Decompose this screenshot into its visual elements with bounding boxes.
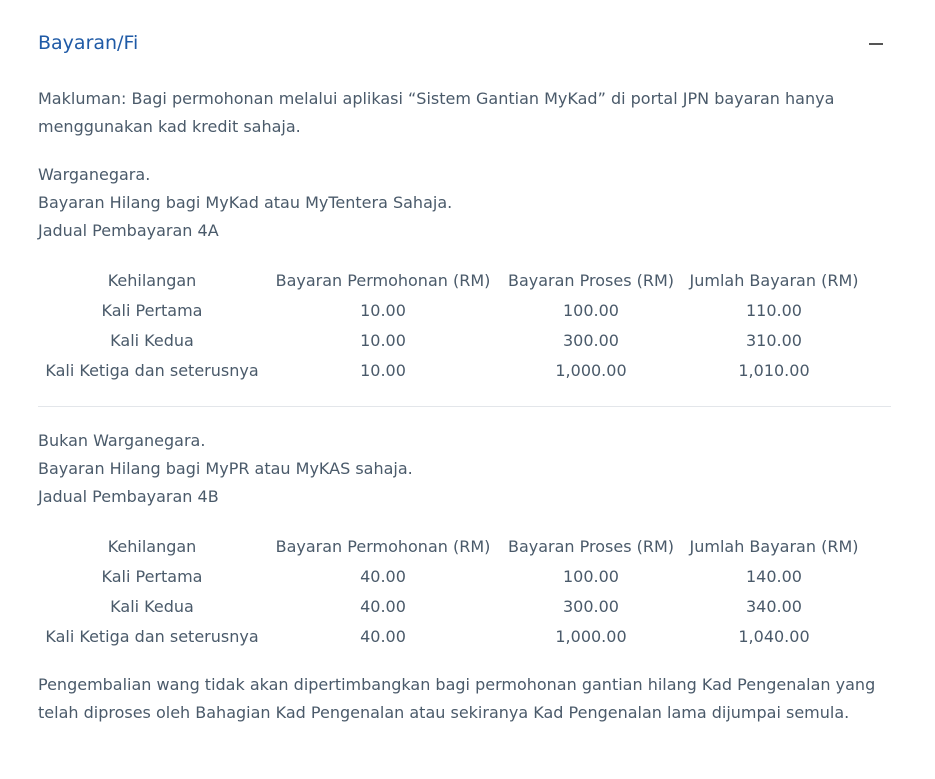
table-cell: Kali Pertama [101, 566, 203, 586]
column-header: Jumlah Bayaran (RM) [689, 536, 859, 556]
table-header-row [38, 265, 866, 295]
table-cell: Kali Ketiga dan seterusnya [45, 626, 259, 646]
table-cell: 40.00 [360, 626, 406, 646]
table-cell: 40.00 [360, 596, 406, 616]
table-cell: 310.00 [746, 330, 802, 350]
noncitizen-schedule-label: Jadual Pembayaran 4B [38, 487, 219, 506]
table-row [38, 295, 866, 325]
column-header: Bayaran Permohonan (RM) [275, 536, 491, 556]
citizen-intro [38, 161, 898, 245]
table-row [38, 621, 866, 651]
table-row [38, 561, 866, 591]
table-cell: 100.00 [563, 300, 619, 320]
column-header: Kehilangan [107, 536, 197, 556]
table-cell: 110.00 [746, 300, 802, 320]
citizen-heading: Warganegara. [38, 165, 151, 184]
table-row [38, 591, 866, 621]
table-cell: 1,000.00 [555, 360, 627, 380]
table-cell: 300.00 [563, 330, 619, 350]
table-cell: 10.00 [360, 330, 406, 350]
column-header: Jumlah Bayaran (RM) [689, 270, 859, 290]
table-cell: Kali Pertama [101, 300, 203, 320]
table-cell: 40.00 [360, 566, 406, 586]
table-cell: 1,010.00 [738, 360, 810, 380]
table-cell: Kali Kedua [110, 596, 194, 616]
accordion-title: Bayaran/Fi [38, 32, 139, 54]
table-cell: Kali Ketiga dan seterusnya [45, 360, 259, 380]
table-cell: 1,000.00 [555, 626, 627, 646]
column-header: Bayaran Permohonan (RM) [275, 270, 491, 290]
citizen-schedule-label: Jadual Pembayaran 4A [38, 221, 219, 240]
table-row [38, 355, 866, 385]
column-header: Bayaran Proses (RM) [507, 536, 675, 556]
table-cell: Kali Kedua [110, 330, 194, 350]
fee-table-4a [38, 265, 866, 385]
fee-table-4b [38, 531, 866, 651]
accordion-header[interactable] [38, 28, 893, 58]
table-cell: 10.00 [360, 360, 406, 380]
noncitizen-scope: Bayaran Hilang bagi MyPR atau MyKAS sahaja. [38, 459, 413, 478]
section-divider [38, 406, 891, 407]
table-cell: 10.00 [360, 300, 406, 320]
citizen-scope: Bayaran Hilang bagi MyKad atau MyTentera Sahaja. [38, 193, 453, 212]
table-cell: 300.00 [563, 596, 619, 616]
minus-icon[interactable] [869, 36, 883, 50]
payment-notice: Makluman: Bagi permohonan melalui aplikasi “Sistem Gantian MyKad” di portal JPN bayaran hanya menggunakan kad kredit sahaja. [38, 89, 835, 136]
noncitizen-intro [38, 427, 898, 511]
table-cell: 1,040.00 [738, 626, 810, 646]
column-header: Bayaran Proses (RM) [507, 270, 675, 290]
table-row [38, 325, 866, 355]
table-cell: 340.00 [746, 596, 802, 616]
table-cell: 140.00 [746, 566, 802, 586]
table-header-row [38, 531, 866, 561]
refund-note: Pengembalian wang tidak akan dipertimbangkan bagi permohonan gantian hilang Kad Pengenalan yang telah diproses oleh Bahagian Kad Pengenalan atau sekiranya Kad Pengenalan lama dijumpai semula. [38, 675, 876, 722]
table-cell: 100.00 [563, 566, 619, 586]
noncitizen-heading: Bukan Warganegara. [38, 431, 206, 450]
column-header: Kehilangan [107, 270, 197, 290]
